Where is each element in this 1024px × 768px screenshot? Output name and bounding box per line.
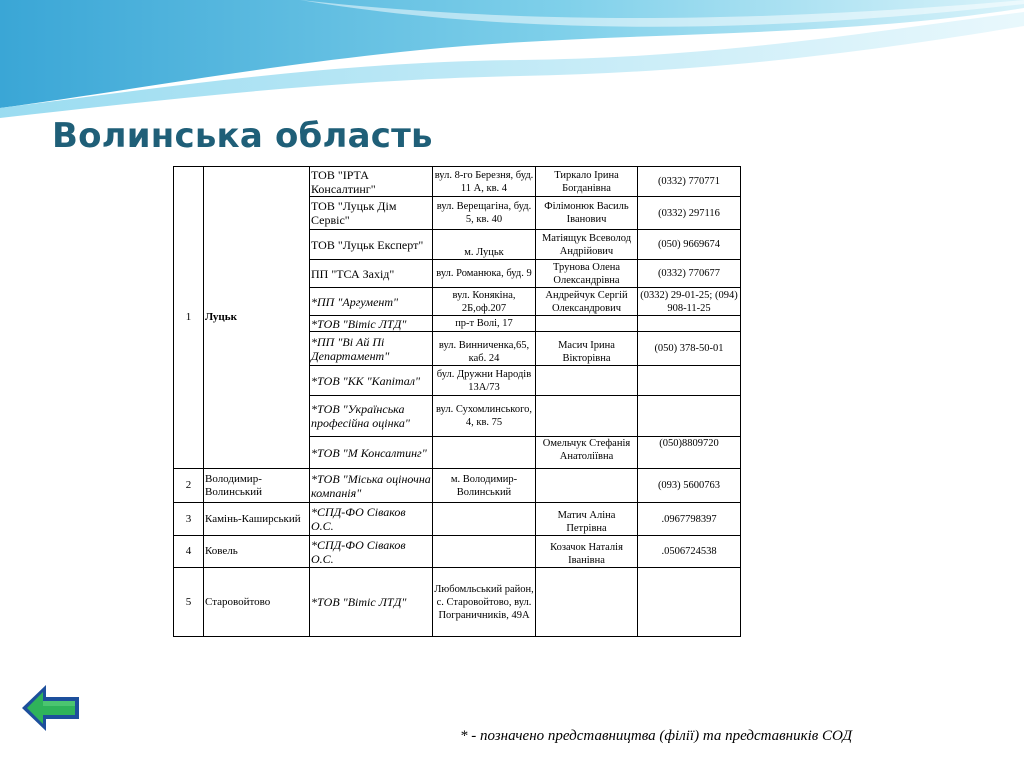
city-cell: Старовойтово <box>204 568 310 637</box>
contact-person-cell: Козачок Наталія Іванівна <box>536 536 638 568</box>
address-cell: вул. Сухомлинського, 4, кв. 75 <box>433 396 536 437</box>
city-cell: Луцьк <box>204 167 310 469</box>
firm-cell: ПП "ТСА Захід" <box>310 260 433 288</box>
phone-cell: (0332) 770677 <box>638 260 741 288</box>
address-cell <box>433 503 536 536</box>
page-title: Волинська область <box>52 116 433 156</box>
firm-cell: *ТОВ "Вітіс ЛТД" <box>310 316 433 332</box>
address-cell: вул. Верещагіна, буд. 5, кв. 40 <box>433 197 536 230</box>
address-cell: Любомльський район, с. Старовойтово, вул. Пограничників, 49А <box>433 568 536 637</box>
phone-cell: (050) 378-50-01 <box>638 332 741 366</box>
firm-cell: *ТОВ "КК "Капітал" <box>310 366 433 396</box>
table-row <box>174 167 741 197</box>
address-cell: м. Володимир-Волинський <box>433 469 536 503</box>
firm-cell: *ТОВ "Українська професійна оцінка" <box>310 396 433 437</box>
firm-cell: *ТОВ "Вітіс ЛТД" <box>310 568 433 637</box>
address-cell: бул. Дружни Народів 13А/73 <box>433 366 536 396</box>
row-number: 2 <box>174 469 204 503</box>
address-cell: м. Луцьк <box>433 230 536 260</box>
contact-person-cell: Матич Аліна Петрівна <box>536 503 638 536</box>
firm-cell: *ТОВ "Міська оціночна компанія" <box>310 469 433 503</box>
contact-person-cell: Андрейчук Сергій Олександрович <box>536 288 638 316</box>
contact-person-cell <box>536 366 638 396</box>
firm-cell: *ПП "Ві Ай Пі Департамент" <box>310 332 433 366</box>
address-cell: вул. Винниченка,65, каб. 24 <box>433 332 536 366</box>
phone-cell: (0332) 297116 <box>638 197 741 230</box>
table-row <box>174 469 741 503</box>
firm-cell: *СПД-ФО Сіваков О.С. <box>310 503 433 536</box>
phone-cell <box>638 396 741 437</box>
contact-person-cell <box>536 568 638 637</box>
phone-cell <box>638 568 741 637</box>
phone-cell: (050)8809720 <box>638 437 741 469</box>
phone-cell: (0332) 29-01-25; (094) 908-11-25 <box>638 288 741 316</box>
row-number: 5 <box>174 568 204 637</box>
firm-cell: *ТОВ "М Консалтинг" <box>310 437 433 469</box>
contact-person-cell: Масич Ірина Вікторівна <box>536 332 638 366</box>
contact-person-cell <box>536 469 638 503</box>
back-button[interactable] <box>20 683 82 733</box>
firm-cell: ТОВ "Луцьк Дім Сервіс" <box>310 197 433 230</box>
contact-person-cell: Омельчук Стефанія Анатоліївна <box>536 437 638 469</box>
phone-cell: (050) 9669674 <box>638 230 741 260</box>
phone-cell <box>638 316 741 332</box>
contact-person-cell: Тиркало Ірина Богданівна <box>536 167 638 197</box>
city-cell: Ковель <box>204 536 310 568</box>
row-number: 1 <box>174 167 204 469</box>
contact-person-cell: Матіящук Всеволод Андрійович <box>536 230 638 260</box>
city-cell: Володимир-Волинський <box>204 469 310 503</box>
table-row <box>174 568 741 637</box>
firm-cell: ТОВ "ІРТА Консалтинг" <box>310 167 433 197</box>
row-number: 4 <box>174 536 204 568</box>
firm-cell: *СПД-ФО Сіваков О.С. <box>310 536 433 568</box>
row-number: 3 <box>174 503 204 536</box>
left-arrow-icon <box>22 685 79 731</box>
contact-person-cell: Трунова Олена Олександрівна <box>536 260 638 288</box>
address-cell: пр-т Волі, 17 <box>433 316 536 332</box>
address-cell: вул. 8-го Березня, буд. 11 А, кв. 4 <box>433 167 536 197</box>
contact-person-cell <box>536 396 638 437</box>
phone-cell: (0332) 770771 <box>638 167 741 197</box>
address-cell <box>433 536 536 568</box>
phone-cell: .0506724538 <box>638 536 741 568</box>
phone-cell: .0967798397 <box>638 503 741 536</box>
table-row <box>174 503 741 536</box>
contact-person-cell <box>536 316 638 332</box>
address-cell: вул. Романюка, буд. 9 <box>433 260 536 288</box>
phone-cell <box>638 366 741 396</box>
firm-cell: *ПП "Аргумент" <box>310 288 433 316</box>
city-cell: Камінь-Каширський <box>204 503 310 536</box>
header-wave-decoration <box>0 0 1024 120</box>
appraisers-table <box>173 166 741 637</box>
footnote: * - позначено представництва (філії) та представників СОД <box>460 728 853 744</box>
address-cell <box>433 437 536 469</box>
firm-cell: ТОВ "Луцьк Експерт" <box>310 230 433 260</box>
address-cell: вул. Конякіна, 2Б,оф.207 <box>433 288 536 316</box>
phone-cell: (093) 5600763 <box>638 469 741 503</box>
table-row <box>174 536 741 568</box>
contact-person-cell: Філімонюк Василь Іванович <box>536 197 638 230</box>
